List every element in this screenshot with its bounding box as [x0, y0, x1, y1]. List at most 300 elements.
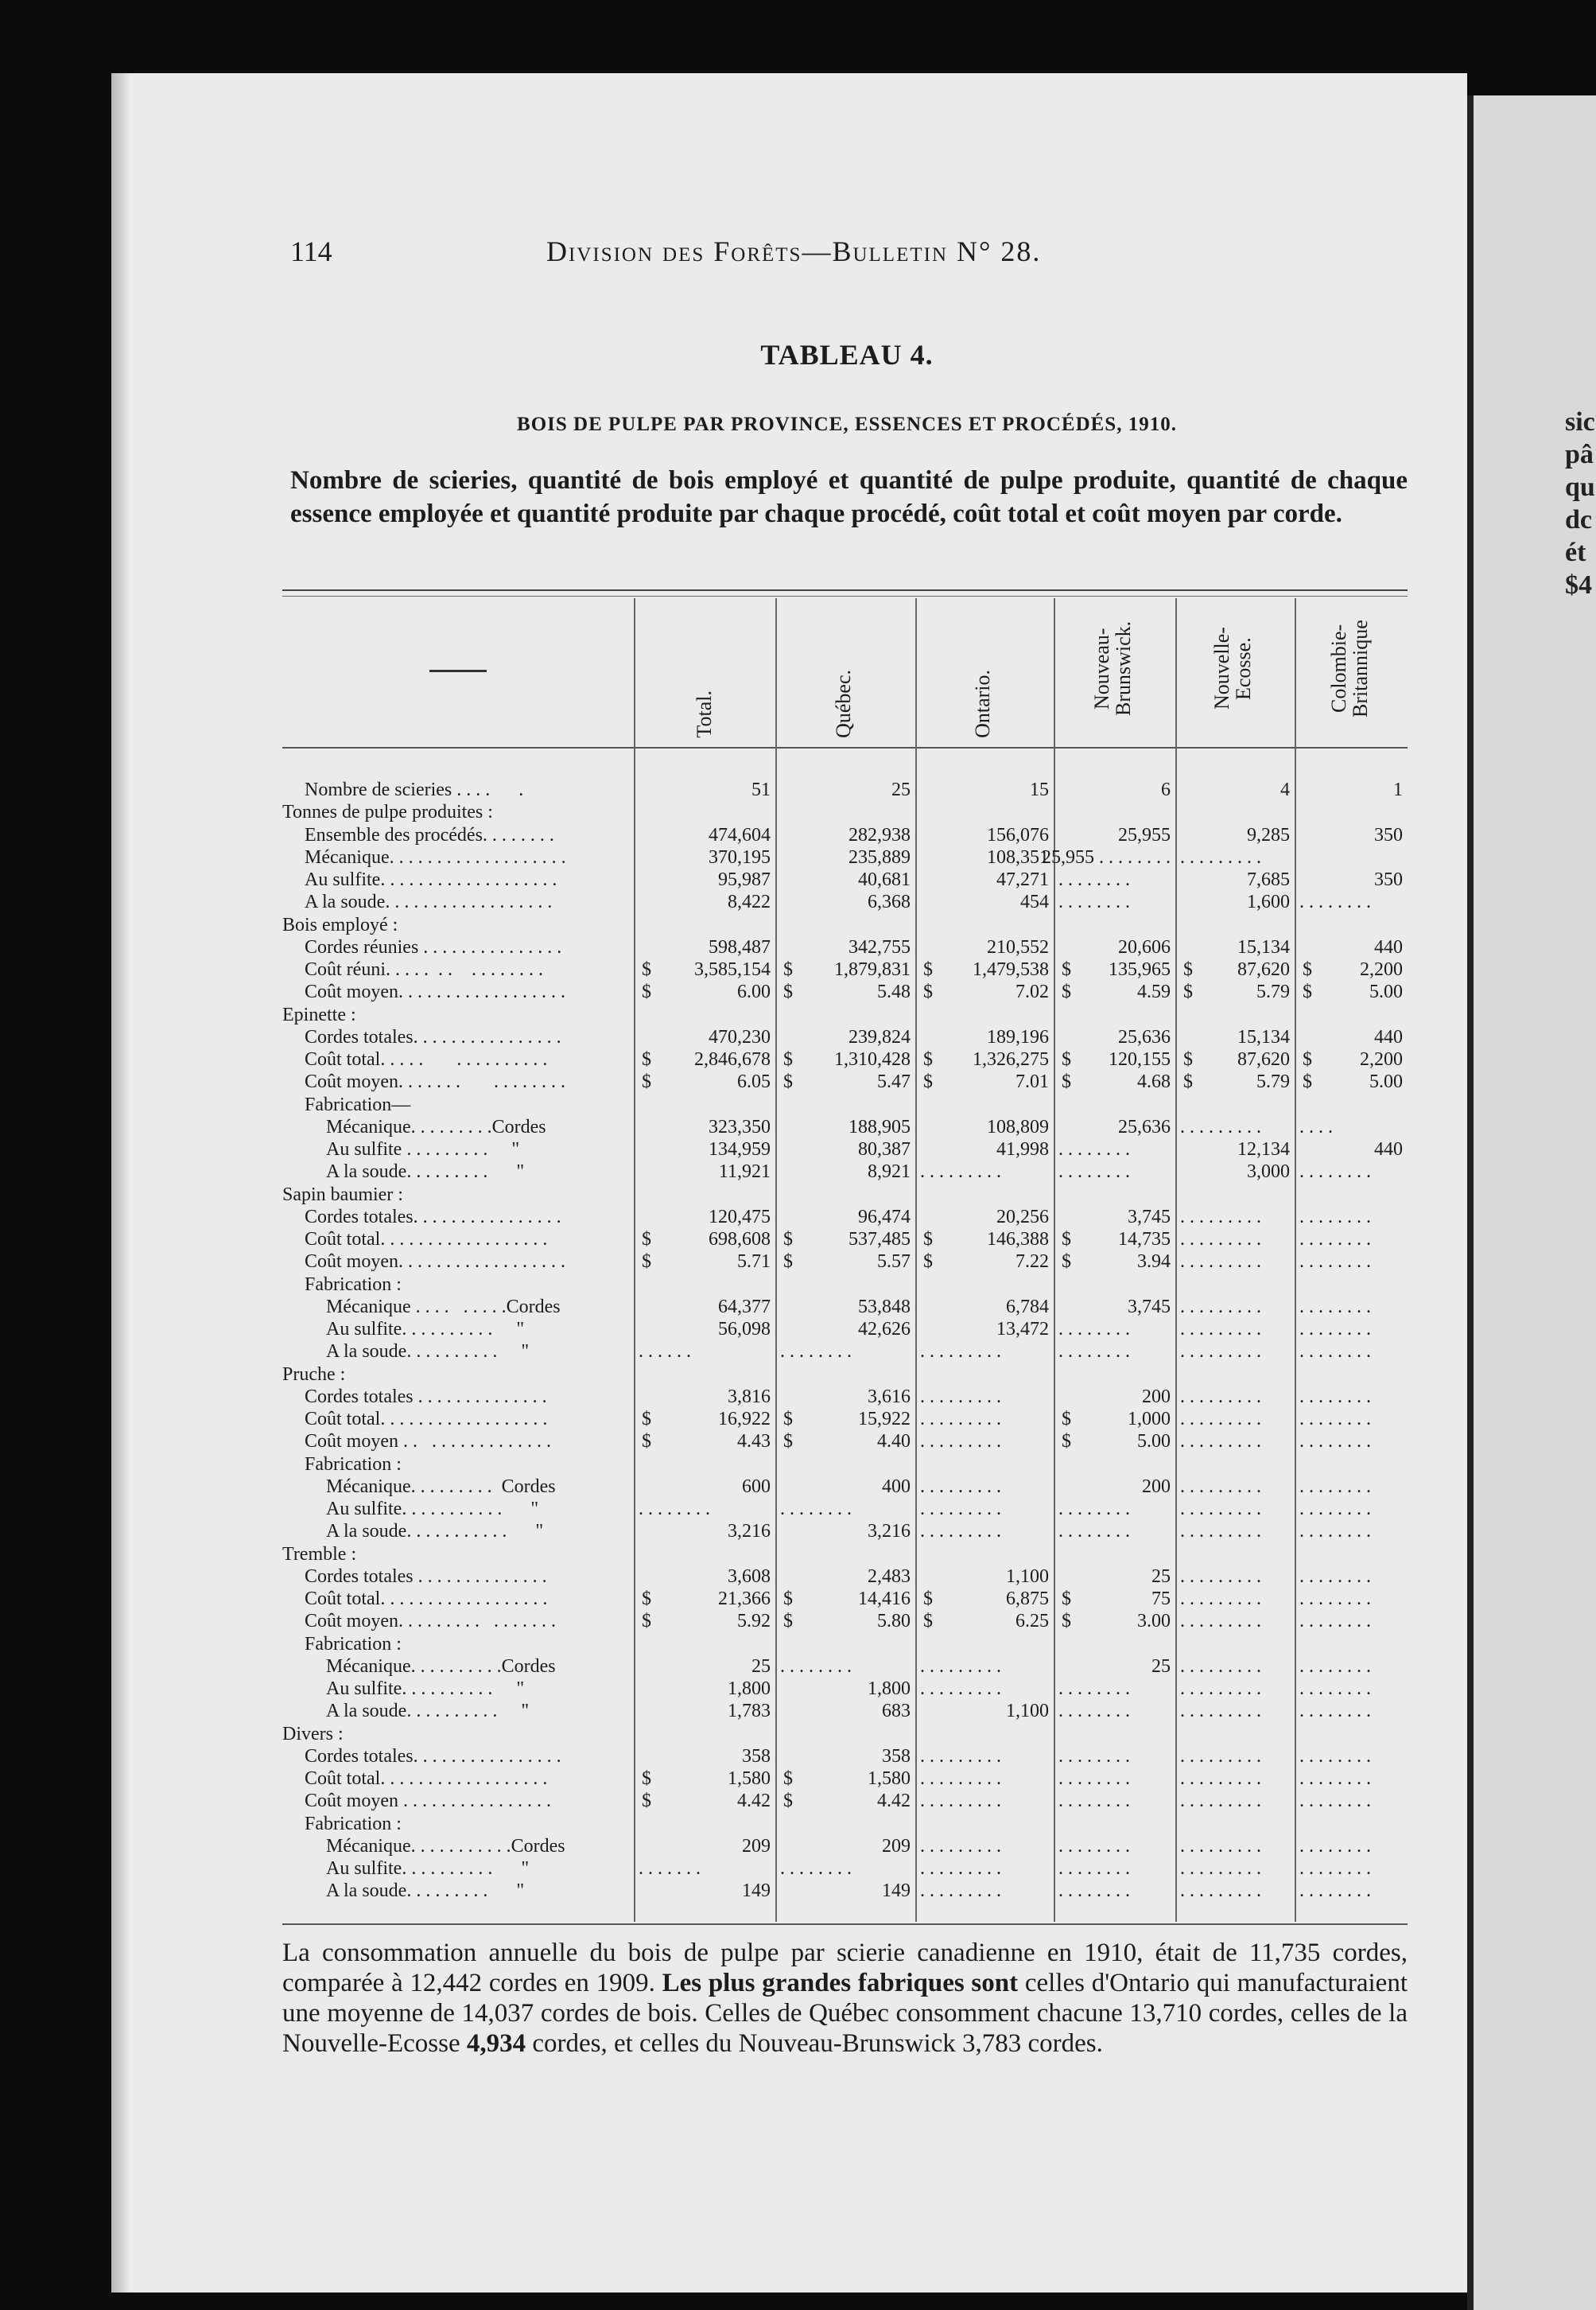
table-cell: 200: [1142, 1476, 1171, 1497]
table-cell: 5.79: [1256, 982, 1290, 1003]
row-label: A la soude. . . . . . . . . ": [326, 1161, 525, 1183]
currency-symbol: $: [923, 982, 933, 1003]
table-cell: 13,472: [996, 1319, 1049, 1340]
table-cell: 3,216: [868, 1521, 911, 1542]
table-row: [0, 1610, 1596, 1632]
table-cell: 53,848: [858, 1296, 911, 1317]
table-cell: . . . . . . . .: [1299, 1319, 1371, 1340]
table-cell: 323,350: [709, 1116, 771, 1138]
table-cell: 25: [1151, 1655, 1171, 1677]
table-row: [0, 1228, 1596, 1250]
table-cell: 440: [1374, 936, 1403, 958]
table-row: [0, 1768, 1596, 1790]
table-row: [0, 1835, 1596, 1857]
table-cell: 598,487: [709, 936, 771, 958]
column-header: Ontario.: [971, 670, 994, 738]
column-header: Total.: [693, 690, 716, 738]
currency-symbol: $: [642, 1611, 651, 1632]
currency-symbol: $: [642, 1431, 651, 1452]
table-cell: 6,368: [868, 892, 911, 913]
row-label: Coût total. . . . . . . . . . . . . . . . . .: [305, 1589, 548, 1609]
table-cell: . . . . . . . .: [1299, 1768, 1371, 1789]
table-row: [0, 1655, 1596, 1678]
table-cell: 1,310,428: [834, 1049, 911, 1070]
currency-symbol: $: [783, 1409, 793, 1429]
currency-symbol: $: [642, 1768, 651, 1789]
table-cell: . . . . . . . .: [1299, 1296, 1371, 1317]
table-cell: . . . . . . . .: [780, 1341, 852, 1363]
table-cell: . . . .: [1299, 1116, 1333, 1138]
row-label: Mécanique. . . . . . . . . . .Cordes: [326, 1835, 565, 1857]
table-row: [0, 1498, 1596, 1520]
currency-symbol: $: [642, 1409, 651, 1429]
table-cell: 6.25: [1015, 1611, 1049, 1632]
currency-symbol: $: [642, 1049, 651, 1070]
table-cell: . . . . . . . . .: [920, 1880, 1001, 1902]
table-cell: 1,479,538: [973, 959, 1049, 980]
currency-symbol: $: [923, 1229, 933, 1250]
table-row: [0, 779, 1596, 801]
row-label: A la soude. . . . . . . . . . . . . . . . . .: [305, 892, 553, 913]
table-cell: . . . . . . . . .: [1180, 846, 1261, 868]
table-cell: 120,475: [709, 1206, 771, 1227]
currency-symbol: $: [1062, 982, 1071, 1003]
row-label: Au sulfite. . . . . . . . . . . . . . . . . . .: [305, 869, 557, 890]
table-cell: . . . . . . . .: [1299, 1611, 1371, 1632]
table-cell: 4.42: [877, 1791, 911, 1812]
table-cell: 20,606: [1118, 936, 1171, 958]
row-label: Coût total. . . . . . . . . . . . . . . . . .: [305, 1229, 548, 1250]
table-row: [0, 1296, 1596, 1318]
table-cell: . . . . . . . . .: [920, 1386, 1001, 1407]
table-cell: 440: [1374, 1026, 1403, 1048]
table-cell: 474,604: [709, 824, 771, 846]
table-cell: . . . . . .: [639, 1341, 691, 1363]
table-cell: . . . . . . . . .: [920, 1341, 1001, 1363]
table-cell: 7.22: [1015, 1251, 1049, 1273]
table-cell: 96,474: [858, 1206, 911, 1227]
table-row: [0, 1745, 1596, 1768]
table-cell: 5.48: [877, 982, 911, 1003]
currency-symbol: $: [642, 1251, 651, 1273]
table-cell: 5.79: [1256, 1071, 1290, 1093]
table-row: [0, 846, 1596, 869]
row-label: Coût réuni. . . . . . . . . . . . . . .: [305, 959, 543, 980]
table-cell: 2,200: [1360, 959, 1403, 980]
table-cell: . . . . . . . . .: [1180, 1251, 1261, 1273]
table-row: [0, 936, 1596, 959]
table-cell: . . . . . . . . .: [1180, 1589, 1261, 1609]
footer-text-2: Les plus grandes fabriques sont: [662, 1969, 1019, 1997]
table-row: [0, 1071, 1596, 1093]
table-row: [0, 801, 1596, 823]
row-label: Mécanique. . . . . . . . .Cordes: [326, 1116, 546, 1138]
table-cell: . . . . . . . .: [1058, 892, 1130, 913]
stub-header-dash: [429, 670, 487, 672]
currency-symbol: $: [923, 1049, 933, 1070]
table-cell: . . . . . . . .: [1058, 1745, 1130, 1767]
table-cell: . . . . . . . . .: [1180, 1678, 1261, 1699]
table-cell: 4.40: [877, 1431, 911, 1452]
row-label: Cordes totales . . . . . . . . . . . . . .: [305, 1565, 547, 1587]
table-row: [0, 1723, 1596, 1745]
table-row: [0, 1565, 1596, 1588]
row-label: Cordes totales . . . . . . . . . . . . . .: [305, 1386, 547, 1407]
table-row: [0, 1857, 1596, 1880]
table-cell: . . . . . . . . .: [1180, 1655, 1261, 1677]
table-cell: . . . . . . . .: [1058, 1521, 1130, 1542]
table-cell: 235,889: [848, 846, 911, 868]
table-row: [0, 1386, 1596, 1408]
row-label: Cordes totales. . . . . . . . . . . . . . . .: [305, 1026, 561, 1048]
table-cell: 3,608: [728, 1565, 771, 1587]
row-label: Coût moyen. . . . . . . . . . . . . . .: [305, 1071, 565, 1093]
table-cell: . . . . . . . .: [780, 1858, 852, 1879]
table-row: [0, 1520, 1596, 1542]
table-cell: . . . . . . . . .: [920, 1431, 1001, 1452]
table-cell: . . . . . . . .: [1299, 1409, 1371, 1429]
table-cell: 25,955 . . . . . . . .: [1042, 846, 1171, 868]
table-cell: 21,366: [718, 1589, 771, 1609]
table-cell: 1,580: [868, 1768, 911, 1789]
table-cell: . . . . . . . . .: [920, 1835, 1001, 1857]
table-cell: 2,200: [1360, 1049, 1403, 1070]
row-label: Cordes totales. . . . . . . . . . . . . . . .: [305, 1206, 561, 1227]
table-row: [0, 1700, 1596, 1722]
table-row: [0, 959, 1596, 981]
currency-symbol: $: [1062, 1431, 1071, 1452]
table-cell: 3.00: [1137, 1611, 1171, 1632]
table-cell: . . . . . . .: [639, 1858, 701, 1879]
table-cell: 156,076: [987, 824, 1049, 846]
table-cell: 134,959: [709, 1139, 771, 1160]
table-cell: . . . . . . . . .: [920, 1768, 1001, 1789]
table-cell: 370,195: [709, 846, 771, 868]
row-label: Mécanique. . . . . . . . . . . . . . . . . . .: [305, 846, 566, 868]
table-cell: 209: [882, 1835, 911, 1857]
table-cell: 600: [742, 1476, 771, 1497]
table-cell: . . . . . . . . .: [1180, 1206, 1261, 1227]
currency-symbol: $: [1303, 959, 1312, 980]
table-cell: 4.68: [1137, 1071, 1171, 1093]
table-cell: . . . . . . . .: [1058, 1701, 1130, 1722]
table-cell: 1,580: [728, 1768, 771, 1789]
currency-symbol: $: [642, 1229, 651, 1250]
table-cell: . . . . . . . .: [1299, 1521, 1371, 1542]
currency-symbol: $: [923, 1589, 933, 1609]
row-label: Epinette :: [282, 1004, 356, 1025]
table-cell: . . . . . . . .: [1058, 1791, 1130, 1812]
row-label: Cordes totales. . . . . . . . . . . . . . . .: [305, 1745, 561, 1767]
table-cell: 3,000: [1247, 1161, 1290, 1183]
table-cell: . . . . . . . .: [1058, 1880, 1130, 1902]
table-cell: . . . . . . . . .: [1180, 1521, 1261, 1542]
table-cell: . . . . . . . . .: [1180, 1768, 1261, 1789]
table-cell: 200: [1142, 1386, 1171, 1407]
row-label: A la soude. . . . . . . . . . ": [326, 1341, 530, 1363]
table-cell: . . . . . . . .: [1058, 1341, 1130, 1363]
currency-symbol: $: [923, 1071, 933, 1093]
row-label: A la soude. . . . . . . . . . ": [326, 1701, 530, 1722]
table-cell: 1,800: [728, 1678, 771, 1699]
table-cell: 350: [1374, 824, 1403, 846]
table-cell: . . . . . . . .: [1058, 1161, 1130, 1183]
table-row: [0, 1790, 1596, 1812]
row-label: Nombre de scieries . . . . .: [305, 780, 524, 800]
table-cell: 15,134: [1237, 1026, 1290, 1048]
table-cell: . . . . . . . . .: [1180, 1431, 1261, 1452]
row-label: Cordes réunies . . . . . . . . . . . . . . .: [305, 936, 562, 958]
table-cell: 1,326,275: [973, 1049, 1049, 1070]
row-label: Mécanique . . . . . . . . .Cordes: [326, 1296, 561, 1317]
table-cell: . . . . . . . . .: [1180, 1319, 1261, 1340]
table-cell: 15,922: [858, 1409, 911, 1429]
row-label: Ensemble des procédés. . . . . . . .: [305, 824, 554, 846]
table-row: [0, 1430, 1596, 1452]
table-cell: 1,000: [1128, 1409, 1171, 1429]
table-cell: . . . . . . . . .: [920, 1791, 1001, 1812]
running-title: Division des Forêts—Bulletin N° 28.: [546, 235, 1042, 267]
table-cell: . . . . . . . . .: [920, 1409, 1001, 1429]
table-cell: 4.59: [1137, 982, 1171, 1003]
table-cell: 1,800: [868, 1678, 911, 1699]
table-cell: 350: [1374, 869, 1403, 890]
row-label: Coût moyen. . . . . . . . . . . . . . . . . .: [305, 1251, 565, 1273]
table-cell: . . . . . . . .: [1058, 1139, 1130, 1160]
table-cell: 14,416: [858, 1589, 911, 1609]
table-cell: 41,998: [996, 1139, 1049, 1160]
table-cell: . . . . . . . .: [639, 1499, 710, 1519]
table-row: [0, 1094, 1596, 1116]
table-row: [0, 1453, 1596, 1476]
currency-symbol: $: [1303, 982, 1312, 1003]
table-cell: . . . . . . . . .: [1180, 1858, 1261, 1879]
table-row: [0, 1340, 1596, 1363]
table-cell: . . . . . . . .: [1299, 1161, 1371, 1183]
table-cell: 15,134: [1237, 936, 1290, 958]
table-cell: 135,965: [1109, 959, 1171, 980]
table-cell: . . . . . . . . .: [1180, 1565, 1261, 1587]
table-cell: 6: [1161, 780, 1171, 800]
table-cell: 11,921: [718, 1161, 771, 1183]
table-cell: 2,483: [868, 1565, 911, 1587]
currency-symbol: $: [642, 1791, 651, 1812]
row-label: Bois employé :: [282, 914, 398, 935]
table-row: [0, 1318, 1596, 1340]
table-cell: 87,620: [1237, 1049, 1290, 1070]
table-cell: . . . . . . . . .: [1180, 1791, 1261, 1812]
row-label: A la soude. . . . . . . . . ": [326, 1880, 525, 1902]
currency-symbol: $: [1062, 1611, 1071, 1632]
table-cell: . . . . . . . .: [780, 1655, 852, 1677]
table-cell: . . . . . . . .: [1299, 1476, 1371, 1497]
table-cell: 698,608: [709, 1229, 771, 1250]
table-cell: 51: [751, 780, 771, 800]
currency-symbol: $: [783, 1071, 793, 1093]
table-cell: 6,875: [1006, 1589, 1049, 1609]
table-cell: 5.57: [877, 1251, 911, 1273]
table-cell: . . . . . . . .: [1299, 1229, 1371, 1250]
table-cell: 3,745: [1128, 1296, 1171, 1317]
table-cell: 8,921: [868, 1161, 911, 1183]
table-cell: . . . . . . . . .: [1180, 1880, 1261, 1902]
table-row: [0, 891, 1596, 913]
table-cell: . . . . . . . . .: [920, 1521, 1001, 1542]
currency-symbol: $: [783, 959, 793, 980]
table-cell: . . . . . . . .: [780, 1499, 852, 1519]
table-cell: 537,485: [848, 1229, 911, 1250]
footer-text-3: celles d'Ontario qui manufacturaient une moyenne de 14,037 cordes de bois. Celles de Québec consomment chacune 13,710 cordes, celles de la Nouvelle-Ecosse: [282, 1969, 1408, 2058]
table-cell: 7.02: [1015, 982, 1049, 1003]
table-row: [0, 869, 1596, 891]
table-cell: . . . . . . . . .: [1180, 1611, 1261, 1632]
table-cell: 1,879,831: [834, 959, 911, 980]
row-label: Coût moyen. . . . . . . . . . . . . . . . . .: [305, 982, 565, 1003]
table-cell: 108,809: [987, 1116, 1049, 1138]
table-cell: 1,100: [1006, 1565, 1049, 1587]
currency-symbol: $: [1183, 959, 1193, 980]
table-row: [0, 1184, 1596, 1206]
table-description: Nombre de scieries, quantité de bois employé et quantité de pulpe produite, quantité de chaque essence employée et quantité produite par chaque procédé, coût total et coût moyen par corde.: [290, 466, 1408, 528]
table-cell: . . . . . . . . .: [920, 1858, 1001, 1879]
currency-symbol: $: [1062, 1251, 1071, 1273]
table-cell: 5.00: [1137, 1431, 1171, 1452]
table-cell: . . . . . . . . .: [1180, 1499, 1261, 1519]
table-cell: . . . . . . . . .: [920, 1499, 1001, 1519]
table-cell: 25: [891, 780, 911, 800]
table-cell: . . . . . . . . .: [1180, 1745, 1261, 1767]
footer-text-5: cordes, et celles du Nouveau-Brunswick 3,783 cordes.: [532, 2029, 1103, 2058]
table-row: [0, 1250, 1596, 1273]
table-cell: . . . . . . . .: [1299, 1880, 1371, 1902]
table-row: [0, 1678, 1596, 1700]
table-row: [0, 1813, 1596, 1835]
footer-text-1: La consommation annuelle du bois de pulpe par scierie canadienne en 1910, était de 11,735 cordes, comparée à 12,442 cordes en 1909.: [282, 1939, 1408, 1997]
table-cell: 146,388: [987, 1229, 1049, 1250]
table-row: [0, 1633, 1596, 1655]
table-row: [0, 824, 1596, 846]
table-cell: . . . . . . . . .: [920, 1161, 1001, 1183]
column-header: Nouvelle-Ecosse.: [1210, 627, 1255, 710]
table-cell: 15: [1030, 780, 1049, 800]
table-cell: 189,196: [987, 1026, 1049, 1048]
table-row: [0, 1206, 1596, 1228]
table-cell: . . . . . . . . .: [1180, 1296, 1261, 1317]
row-label: Fabrication :: [305, 1633, 402, 1655]
table-row: [0, 1161, 1596, 1183]
table-row: [0, 1004, 1596, 1026]
column-header: Nouveau-Brunswick.: [1090, 620, 1135, 717]
currency-symbol: $: [1303, 1071, 1312, 1093]
table-cell: 80,387: [858, 1139, 911, 1160]
row-label: Divers :: [282, 1723, 344, 1744]
table-cell: 2,846,678: [694, 1049, 771, 1070]
table-cell: . . . . . . . .: [1299, 1655, 1371, 1677]
table-cell: 209: [742, 1835, 771, 1857]
table-cell: 3,745: [1128, 1206, 1171, 1227]
table-row: [0, 1048, 1596, 1071]
table-row: [0, 1880, 1596, 1902]
table-cell: 4: [1280, 780, 1290, 800]
table-cell: 9,285: [1247, 824, 1290, 846]
table-cell: 149: [882, 1880, 911, 1902]
table-cell: 20,256: [996, 1206, 1049, 1227]
table-bottom-rule: [282, 1923, 1408, 1925]
table-cell: 282,938: [848, 824, 911, 846]
table-cell: . . . . . . . .: [1058, 1678, 1130, 1699]
table-cell: . . . . . . . . .: [920, 1655, 1001, 1677]
table-cell: 3,816: [728, 1386, 771, 1407]
table-cell: 5.71: [737, 1251, 771, 1273]
currency-symbol: $: [642, 1589, 651, 1609]
footer-text-4: 4,934: [466, 2029, 526, 2058]
table-row: [0, 1543, 1596, 1565]
currency-symbol: $: [642, 959, 651, 980]
table-row: [0, 1363, 1596, 1386]
table-cell: 120,155: [1109, 1049, 1171, 1070]
table-cell: 7.01: [1015, 1071, 1049, 1093]
row-label: Mécanique. . . . . . . . . .Cordes: [326, 1655, 556, 1677]
currency-symbol: $: [1183, 982, 1193, 1003]
table-row: [0, 1138, 1596, 1161]
table-cell: . . . . . . . . .: [1180, 1386, 1261, 1407]
row-label: Tonnes de pulpe produites :: [282, 802, 493, 823]
table-row: [0, 1588, 1596, 1610]
table-cell: . . . . . . . .: [1299, 1341, 1371, 1363]
table-row: [0, 1408, 1596, 1430]
column-header: Québec.: [832, 670, 855, 738]
table-cell: 1,100: [1006, 1701, 1049, 1722]
row-label: Coût moyen. . . . . . . . . . . . . . . .: [305, 1611, 556, 1632]
table-cell: 6.05: [737, 1071, 771, 1093]
table-cell: . . . . . . . . .: [920, 1745, 1001, 1767]
row-label: Coût total. . . . . . . . . . . . . . . . . .: [305, 1768, 548, 1789]
table-cell: . . . . . . . .: [1299, 892, 1371, 913]
currency-symbol: $: [1183, 1049, 1193, 1070]
currency-symbol: $: [783, 982, 793, 1003]
currency-symbol: $: [923, 1611, 933, 1632]
table-cell: 6,784: [1006, 1296, 1049, 1317]
row-label: Fabrication :: [305, 1813, 402, 1834]
table-cell: 5.00: [1369, 982, 1403, 1003]
row-label: Au sulfite . . . . . . . . . ": [326, 1139, 520, 1160]
table-cell: 454: [1020, 892, 1049, 913]
table-cell: 5.00: [1369, 1071, 1403, 1093]
table-cell: 95,987: [718, 869, 771, 890]
currency-symbol: $: [783, 1791, 793, 1812]
currency-symbol: $: [783, 1431, 793, 1452]
table-cell: 42,626: [858, 1319, 911, 1340]
table-cell: 47,271: [996, 869, 1049, 890]
table-cell: . . . . . . . . .: [1180, 1341, 1261, 1363]
table-cell: 56,098: [718, 1319, 771, 1340]
table-cell: . . . . . . . .: [1299, 1589, 1371, 1609]
table-cell: . . . . . . . .: [1299, 1745, 1371, 1767]
table-cell: . . . . . . . .: [1058, 1835, 1130, 1857]
table-top-rule-thin: [282, 596, 1408, 597]
currency-symbol: $: [1062, 1071, 1071, 1093]
table-cell: 3,216: [728, 1521, 771, 1542]
table-cell: . . . . . . . .: [1299, 1431, 1371, 1452]
row-label: Coût total. . . . . . . . . . . . . . . . . .: [305, 1409, 548, 1429]
table-cell: . . . . . . . .: [1299, 1251, 1371, 1273]
table-cell: 16,922: [718, 1409, 771, 1429]
table-cell: 1,783: [728, 1701, 771, 1722]
column-header: Colombie-Britannique: [1327, 620, 1372, 718]
table-cell: . . . . . . . .: [1058, 1499, 1130, 1519]
currency-symbol: $: [783, 1251, 793, 1273]
row-label: Sapin baumier :: [282, 1184, 403, 1205]
